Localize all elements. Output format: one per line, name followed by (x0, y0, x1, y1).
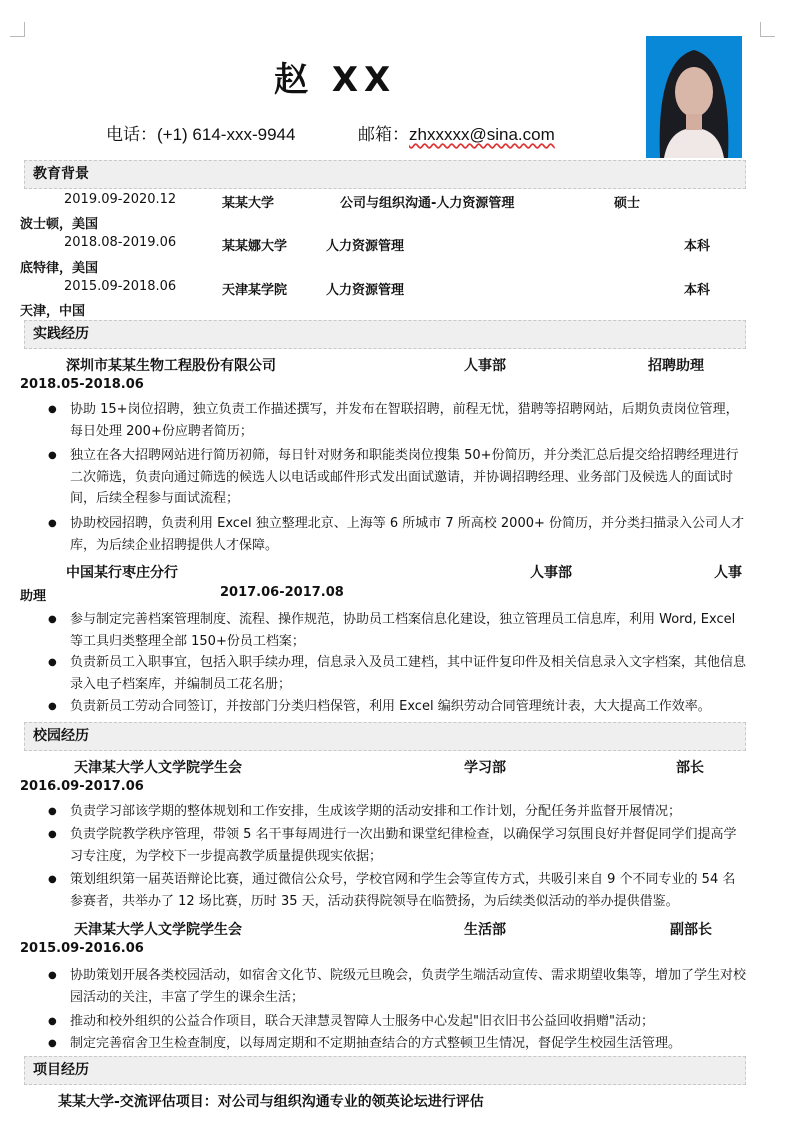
email-line (358, 120, 555, 145)
bullet-dot: ● (48, 657, 57, 668)
campus-1-dept: 学习部 (464, 760, 506, 776)
page-corner-mark-right (760, 22, 775, 37)
edu-3-location: 天津，中国 (20, 304, 86, 319)
profile-photo-image (646, 36, 742, 158)
bullet-dot: ● (48, 701, 57, 712)
edu-2-location: 底特律，美国 (20, 261, 99, 276)
email-label: 邮箱： (358, 125, 409, 144)
bullet-dot: ● (48, 806, 57, 817)
practice-2-role-part1: 人事 (714, 565, 742, 581)
practice-2-bullet-3: 负责新员工劳动合同签订，并按部门分类归档保管，利用 Excel 编织劳动合同管理统计表，大大提高工作效率。 (70, 699, 711, 714)
bullet-dot: ● (48, 1038, 57, 1049)
campus-2-org: 天津某大学人文学院学生会 (74, 922, 242, 938)
phone-label: 电话： (106, 125, 157, 144)
campus-1-bullet-2: 负责学院教学秩序管理，带领 5 名干事每周进行一次出勤和课堂纪律检查，以确保学习氛围良好并督促同学们提高学习专注度，为学校下一步提高教学质量提供现实依据； (70, 827, 737, 864)
edu-1-dates: 2019.09-2020.12 (64, 192, 177, 207)
campus-2-bullet-2: 推动和校外组织的公益合作项目，联合天津慧灵智障人士服务中心发起"旧衣旧书公益回收捐赠"活动； (70, 1014, 654, 1029)
edu-2-major: 人力资源管理 (326, 239, 405, 254)
edu-2-school: 某某娜大学 (222, 239, 288, 254)
section-practice-header: 实践经历 (24, 320, 746, 349)
edu-3-major: 人力资源管理 (326, 283, 405, 298)
section-campus-header: 校园经历 (24, 722, 746, 751)
candidate-name: 赵 XX (274, 60, 397, 100)
bullet-dot: ● (48, 874, 57, 885)
edu-3-dates: 2015.09-2018.06 (64, 279, 177, 294)
practice-2-bullet-1: 参与制定完善档案管理制度、流程、操作规范，协助员工档案信息化建设，独立管理员工信息库，利用 Word, Excel 等工具归类整理全部 150+份员工档案； (70, 612, 736, 649)
page-corner-mark-left (10, 22, 25, 37)
campus-1-org: 天津某大学人文学院学生会 (74, 760, 242, 776)
edu-1-major: 公司与组织沟通-人力资源管理 (340, 196, 515, 211)
practice-1-bullet-1: 协助 15+岗位招聘，独立负责工作描述撰写，并发布在智联招聘，前程无忧，猎聘等招聘网站，后期负责岗位管理，每日处理 200+份应聘者简历； (70, 402, 739, 439)
campus-1-role: 部长 (676, 760, 704, 776)
campus-1-dates: 2016.09-2017.06 (20, 779, 144, 794)
bullet-dot: ● (48, 518, 57, 529)
phone-line (106, 120, 295, 145)
section-projects-header: 项目经历 (24, 1056, 746, 1085)
practice-2-org: 中国某行枣庄分行 (66, 565, 178, 581)
bullet-dot: ● (48, 614, 57, 625)
practice-2-dept: 人事部 (530, 565, 572, 581)
edu-3-degree: 本科 (684, 283, 711, 298)
campus-1-bullet-3: 策划组织第一届英语辩论比赛，通过微信公众号，学校官网和学生会等宣传方式，共吸引来自 9 个不同专业的 54 名参赛者，共举办了 12 场比赛，历时 35 天，活动获得院领导在临赞扬，为后续类似活动的举办提供借鉴。 (70, 872, 736, 909)
profile-photo (646, 36, 742, 158)
bullet-dot: ● (48, 829, 57, 840)
campus-2-role: 副部长 (670, 922, 712, 938)
campus-1-bullet-1: 负责学习部该学期的整体规划和工作安排，生成该学期的活动安排和工作计划，分配任务并监督开展情况； (70, 804, 682, 819)
practice-1-dates: 2018.05-2018.06 (20, 377, 144, 392)
edu-1-location: 波士顿，美国 (20, 217, 99, 232)
section-education-header: 教育背景 (24, 160, 746, 189)
practice-2-bullet-2: 负责新员工入职事宜，包括入职手续办理，信息录入及员工建档，其中证件复印件及相关信息录入文字档案，其他信息录入电子档案库，并编制员工花名册； (70, 655, 747, 692)
practice-1-bullet-2: 独立在各大招聘网站进行简历初筛，每日针对财务和职能类岗位搜集 50+份简历，并分类汇总后提交给招聘经理进行二次筛选，负责向通过筛选的候选人以电话或邮件形式发出面试邀请，并协调招聘经理、业务部门及候选人的面试时间，后续全程参与面试流程； (70, 448, 739, 506)
practice-2-dates: 2017.06-2017.08 (220, 585, 344, 600)
practice-1-org: 深圳市某某生物工程股份有限公司 (66, 358, 276, 374)
project-1-title: 某某大学-交流评估项目：对公司与组织沟通专业的领英论坛进行评估 (58, 1094, 484, 1110)
practice-1-role: 招聘助理 (648, 358, 704, 374)
edu-1-degree: 硕士 (614, 196, 641, 211)
edu-2-degree: 本科 (684, 239, 711, 254)
edu-2-dates: 2018.08-2019.06 (64, 235, 177, 250)
campus-2-bullet-3: 制定完善宿舍卫生检查制度，以每周定期和不定期抽查结合的方式整顿卫生情况，督促学生校园生活管理。 (70, 1036, 682, 1051)
bullet-dot: ● (48, 970, 57, 981)
edu-1-school: 某某大学 (222, 196, 275, 211)
practice-1-bullet-3: 协助校园招聘，负责利用 Excel 独立整理北京、上海等 6 所城市 7 所高校 2000+ 份简历，并分类扫描录入公司人才库，为后续企业招聘提供人才保障。 (70, 516, 745, 553)
practice-1-dept: 人事部 (464, 358, 506, 374)
phone-value: (+1) 614-xxx-9944 (157, 125, 296, 144)
email-value: zhxxxxx@sina.com (409, 125, 555, 144)
bullet-dot: ● (48, 404, 57, 415)
campus-2-dept: 生活部 (464, 922, 506, 938)
edu-3-school: 天津某学院 (222, 283, 288, 298)
campus-2-dates: 2015.09-2016.06 (20, 941, 144, 956)
campus-2-bullet-1: 协助策划开展各类校园活动，如宿舍文化节、院级元旦晚会，负责学生端活动宣传、需求期望收集等，增加了学生对校园活动的关注，丰富了学生的课余生活； (70, 968, 747, 1005)
bullet-dot: ● (48, 1016, 57, 1027)
bullet-dot: ● (48, 450, 57, 461)
practice-2-role-part2: 助理 (20, 589, 47, 604)
